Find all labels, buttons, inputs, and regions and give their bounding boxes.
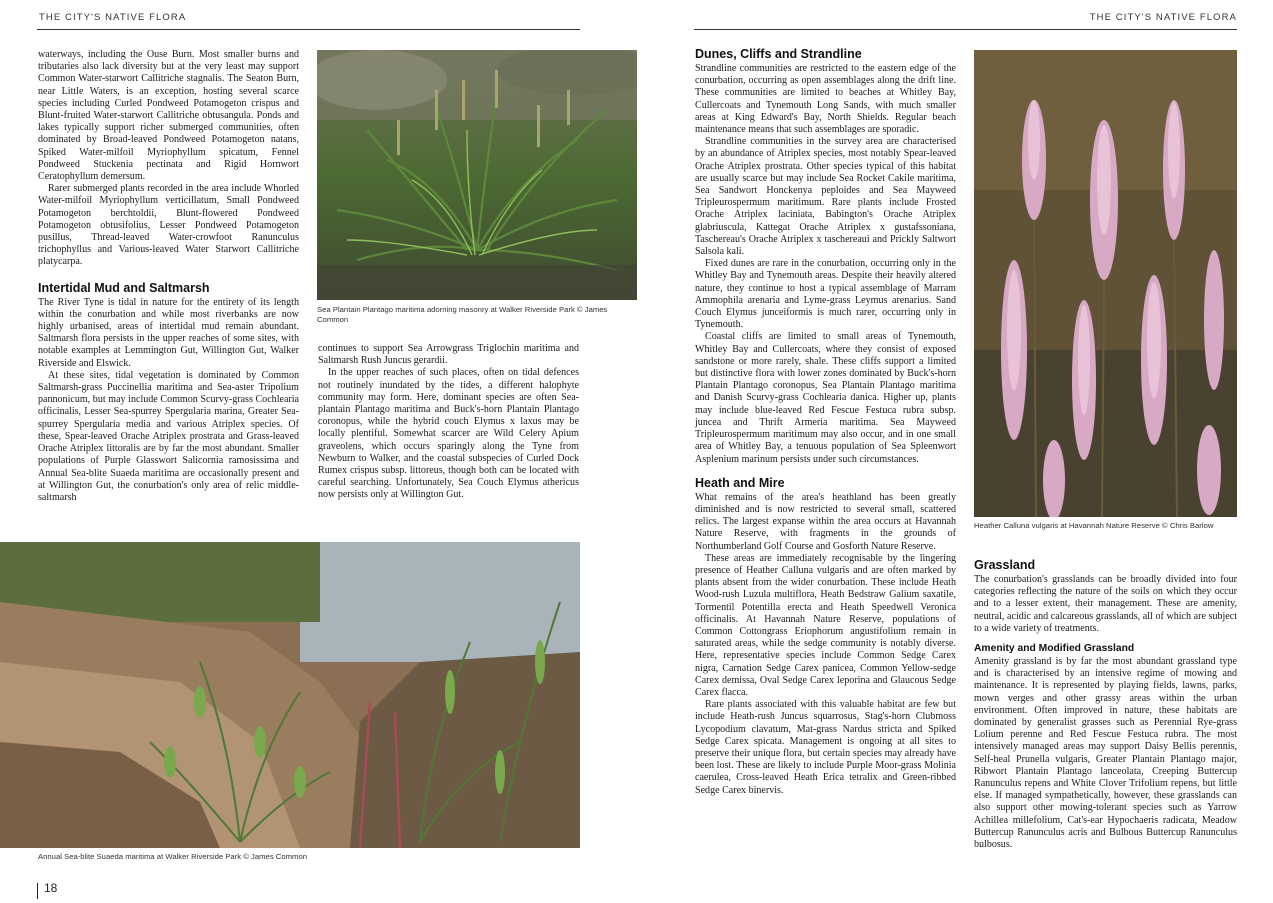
paragraph: What remains of the area's heathland has been greatly diminished and is now restricted to several small, scattered relics. The largest expanse within the area occurs at Havannah Nature Reserve, with fragments in the grounds of Northumberland Golf Course and Gosforth Nature Reserve.: [695, 491, 956, 552]
section-heading-grassland: Grassland: [974, 558, 1036, 572]
paragraph: At these sites, tidal vegetation is dominated by Common Saltmarsh-grass Puccinellia maritima and Sea-aster Tripolium pannonicum, but may include Common Scurvy-grass Cochlearia officinalis, Lesser Sea-spurrey Spergularia marina, Greater Sea-spurrey Spergularia media and various Atriplex species. Of these, Spear-leaved Orache Atriplex prostrata and Grass-leaved Orache Atriplex littoralis are by far the most abundant. Smaller populations of Purple Glasswort Salicornia ramosissima and Annual Sea-blite Suaeda maritima are occasionally present and at Willington Gut, the conurbation's only area of relic middle-saltmarsh: [38, 369, 299, 503]
right-column-2: [974, 554, 1237, 851]
caption-sea-plantain: Sea Plantain Plantago maritima adorning masonry at Walker Riverside Park © James Common: [317, 305, 608, 324]
paragraph: The River Tyne is tidal in nature for the entirety of its length within the conurbation and while most riverbanks are now highly urbanised, areas of intertidal mud remain abundant. Saltmarsh flora persists in the upper reaches of some sites, with notable examples at Lemmington Gut, Willington Gut, Walker Riverside and Elswick.: [38, 296, 299, 369]
paragraph: Coastal cliffs are limited to small areas of Tynemouth, Whitley Bay and Cullercoats, where they consist of exposed sandstone or more rarely, shale. These cliffs support a limited but distinctive flora with lower zones dominated by Buck's-horn Plantain Plantago coronopus, Sea Plantain Plantago maritima and Danish Scurvy-grass Cochlearia danica. Higher up, plants may include blue-leaved Red Fescue Festuca rubra subsp. juncea and Thrift Armeria maritima. Sea Mayweed Tripleurospermum maritimum may also occur, and in one small area of Whitley Bay, a tenuous population of Sea Spleenwort Asplenium marinum persists under such circumstances.: [695, 331, 956, 465]
paragraph: Strandline communities are restricted to the eastern edge of the conurbation, occurring as open assemblages along the drift line. These communities are limited to beaches at Whitley Bay, Cullercoats and Tynemouth Long Sands, with much smaller areas at King Edward's Bay, North Shields. Regular beach maintenance means that such assemblages are sporadic.: [695, 63, 956, 136]
section-heading-dunes: Dunes, Cliffs and Strandline: [695, 47, 862, 61]
running-header-right: THE CITY'S NATIVE FLORA: [1089, 12, 1237, 23]
left-column-1: [38, 49, 299, 504]
paragraph: These areas are immediately recognisable by the lingering presence of Heather Calluna vulgaris and are often marked by plants absent from the wider conurbation. These include Heath Wood-rush Luzula multiflora, Heath Bedstraw Galium saxatile, Tormentil Potentilla erecta and Heath Speedwell Veronica officinalis. At Havannah Nature Reserve, populations of Common Cottongrass Eriophorum angustifolium remain in saturated areas, while the sedge community is notably diverse. Here, representative species include Common Sedge Carex nigra, Carnation Sedge Carex panicea, Common Yellow-sedge Carex demissa, Oval Sedge Carex leporina and Glaucous Sedge Carex flacca.: [695, 552, 956, 698]
caption-heather: Heather Calluna vulgaris at Havannah Nature Reserve © Chris Barlow: [974, 521, 1214, 530]
page-number-bar: [37, 883, 38, 899]
right-column-1: [695, 43, 956, 797]
annual-sea-blite-photo: [0, 542, 580, 848]
page-number: 18: [44, 881, 58, 895]
caption-annual-sea-blite: Annual Sea-blite Suaeda maritima at Walker Riverside Park © James Common: [38, 852, 307, 861]
sea-plantain-photo: [317, 50, 637, 300]
paragraph: continues to support Sea Arrowgrass Triglochin maritima and Saltmarsh Rush Juncus gerardii.: [318, 343, 579, 367]
paragraph: Amenity grassland is by far the most abundant grassland type and is characterised by an intensive regime of mowing and maintenance. It is represented by playing fields, lawns, parks, mown verges and other grassy areas within the urban environment. Often improved in nature, these habitats are dominated by generalist grasses such as Perennial Rye-grass Lolium perenne and Red Fescue Festuca rubra. The most intensively managed areas may support Daisy Bellis perennis, Self-heal Prunella vulgaris, Greater Plantain Plantago major, Ribwort Plantain Plantago lanceolata, Creeping Buttercup Ranunculus repens and White Clover Trifolium repens, but little else. If managed sympathetically, however, these grasslands can also support other mowing-tolerant species such as Yarrow Achillea millefolium, Cat's-ear Hypochaeris radicata, Meadow Buttercup Ranunculus acris and Bulbous Buttercup Ranunculus bulbosus.: [974, 656, 1237, 851]
paragraph: Rare plants associated with this valuable habitat are few but include Heath-rush Juncus squarrosus, Stag's-horn Clubmoss Lycopodium clavatum, Mat-grass Nardus stricta and Spiked Sedge Carex spicata. Management is ongoing at all sites to preserve their unique flora, but certain species may already have been lost. These are likely to include Purple Moor-grass Molinia caerulea, Cross-leaved Heath Erica tetralix and Green-ribbed Sedge Carex binervis.: [695, 699, 956, 796]
left-column-2: [318, 343, 579, 502]
header-rule-right: [694, 29, 1237, 30]
paragraph: waterways, including the Ouse Burn. Most smaller burns and tributaries also lack diversity but at the very least may support Common Water-starwort Callitriche stagnalis. The Seaton Burn, near Little Waters, is an exception, hosting several scarce species including Curled Pondweed Potamogeton crispus and Blunt-fruited Water-starwort Callitriche obtusangula. Ponds and lakes typically support richer submerged communities, often dominated by Broad-leaved Pondweed Potamogeton natans, Spiked Water-milfoil Myriophyllum spicatum, Fennel Pondweed Stuckenia pectinata and Rigid Hornwort Ceratophyllum demersum.: [38, 49, 299, 183]
paragraph: The conurbation's grasslands can be broadly divided into four categories reflecting the nature of the soils on which they occur and to a lesser extent, their management. These are amenity, neutral, acidic and calcareous grasslands, all of which are subject to a wide variety of treatments.: [974, 574, 1237, 634]
paragraph: Rarer submerged plants recorded in the area include Whorled Water-milfoil Myriophyllum verticillatum, Small Pondweed Potamogeton berchtoldii, Blunt-flowered Pondweed Potamogeton obtusifolius, Lesser Pondweed Potamogeton pusillus, Thread-leaved Water-crowfoot Ranunculus trichophyllus and Various-leaved Water Starwort Callitriche platycarpa.: [38, 183, 299, 268]
running-header-left: THE CITY'S NATIVE FLORA: [39, 12, 187, 23]
heather-photo: [974, 50, 1237, 517]
section-heading-intertidal: Intertidal Mud and Saltmarsh: [38, 280, 210, 295]
header-rule-left: [37, 29, 580, 30]
paragraph: Fixed dunes are rare in the conurbation, occurring only in the Whitley Bay and Tynemouth areas. Despite their heavily altered nature, they continue to host a typical assemblage of Marram Ammophila arenaria and Lyme-grass Leymus arenarius. Sand Couch Elymus junceiformis is much rarer, occurring only in Tynemouth.: [695, 258, 956, 331]
paragraph: Strandline communities in the survey area are characterised by an abundance of Atriplex species, most notably Spear-leaved Orache Atriplex prostrata. Other species typical of this habitat are usually scarce but may include Sea Rocket Cakile maritima, Sea Sandwort Honckenya peploides and Sea Mayweed Tripleurospermum maritimum. Rare plants include Frosted Orache Atriplex laciniata, Babington's Orache Atriplex glabriuscula, Kattegat Orache Atriplex x gustafssoniana, Taschereau's Orache Atriplex x taschereaui and Prickly Saltwort Salsola kali.: [695, 136, 956, 258]
paragraph: In the upper reaches of such places, often on tidal defences not routinely inundated by the tides, a different halophyte community may form. Here, dominant species are often Sea-plantain Plantago maritima and Buck's-horn Plantain Plantago coronopus, while the hybrid couch Elymus x laxus may be locally plentiful. Somewhat scarcer are Wild Celery Apium graveolens, which occurs sparingly along the Tyne from Newburn to Walker, and the coastal subspecies of Curled Dock Rumex crispus subsp. littoreus, though both can be located with careful searching. Unfortunately, Sea Couch Elymus athericus now persists only at Willington Gut.: [318, 367, 579, 501]
subheading-amenity: Amenity and Modified Grassland: [974, 643, 1135, 655]
section-heading-heath: Heath and Mire: [695, 475, 785, 490]
